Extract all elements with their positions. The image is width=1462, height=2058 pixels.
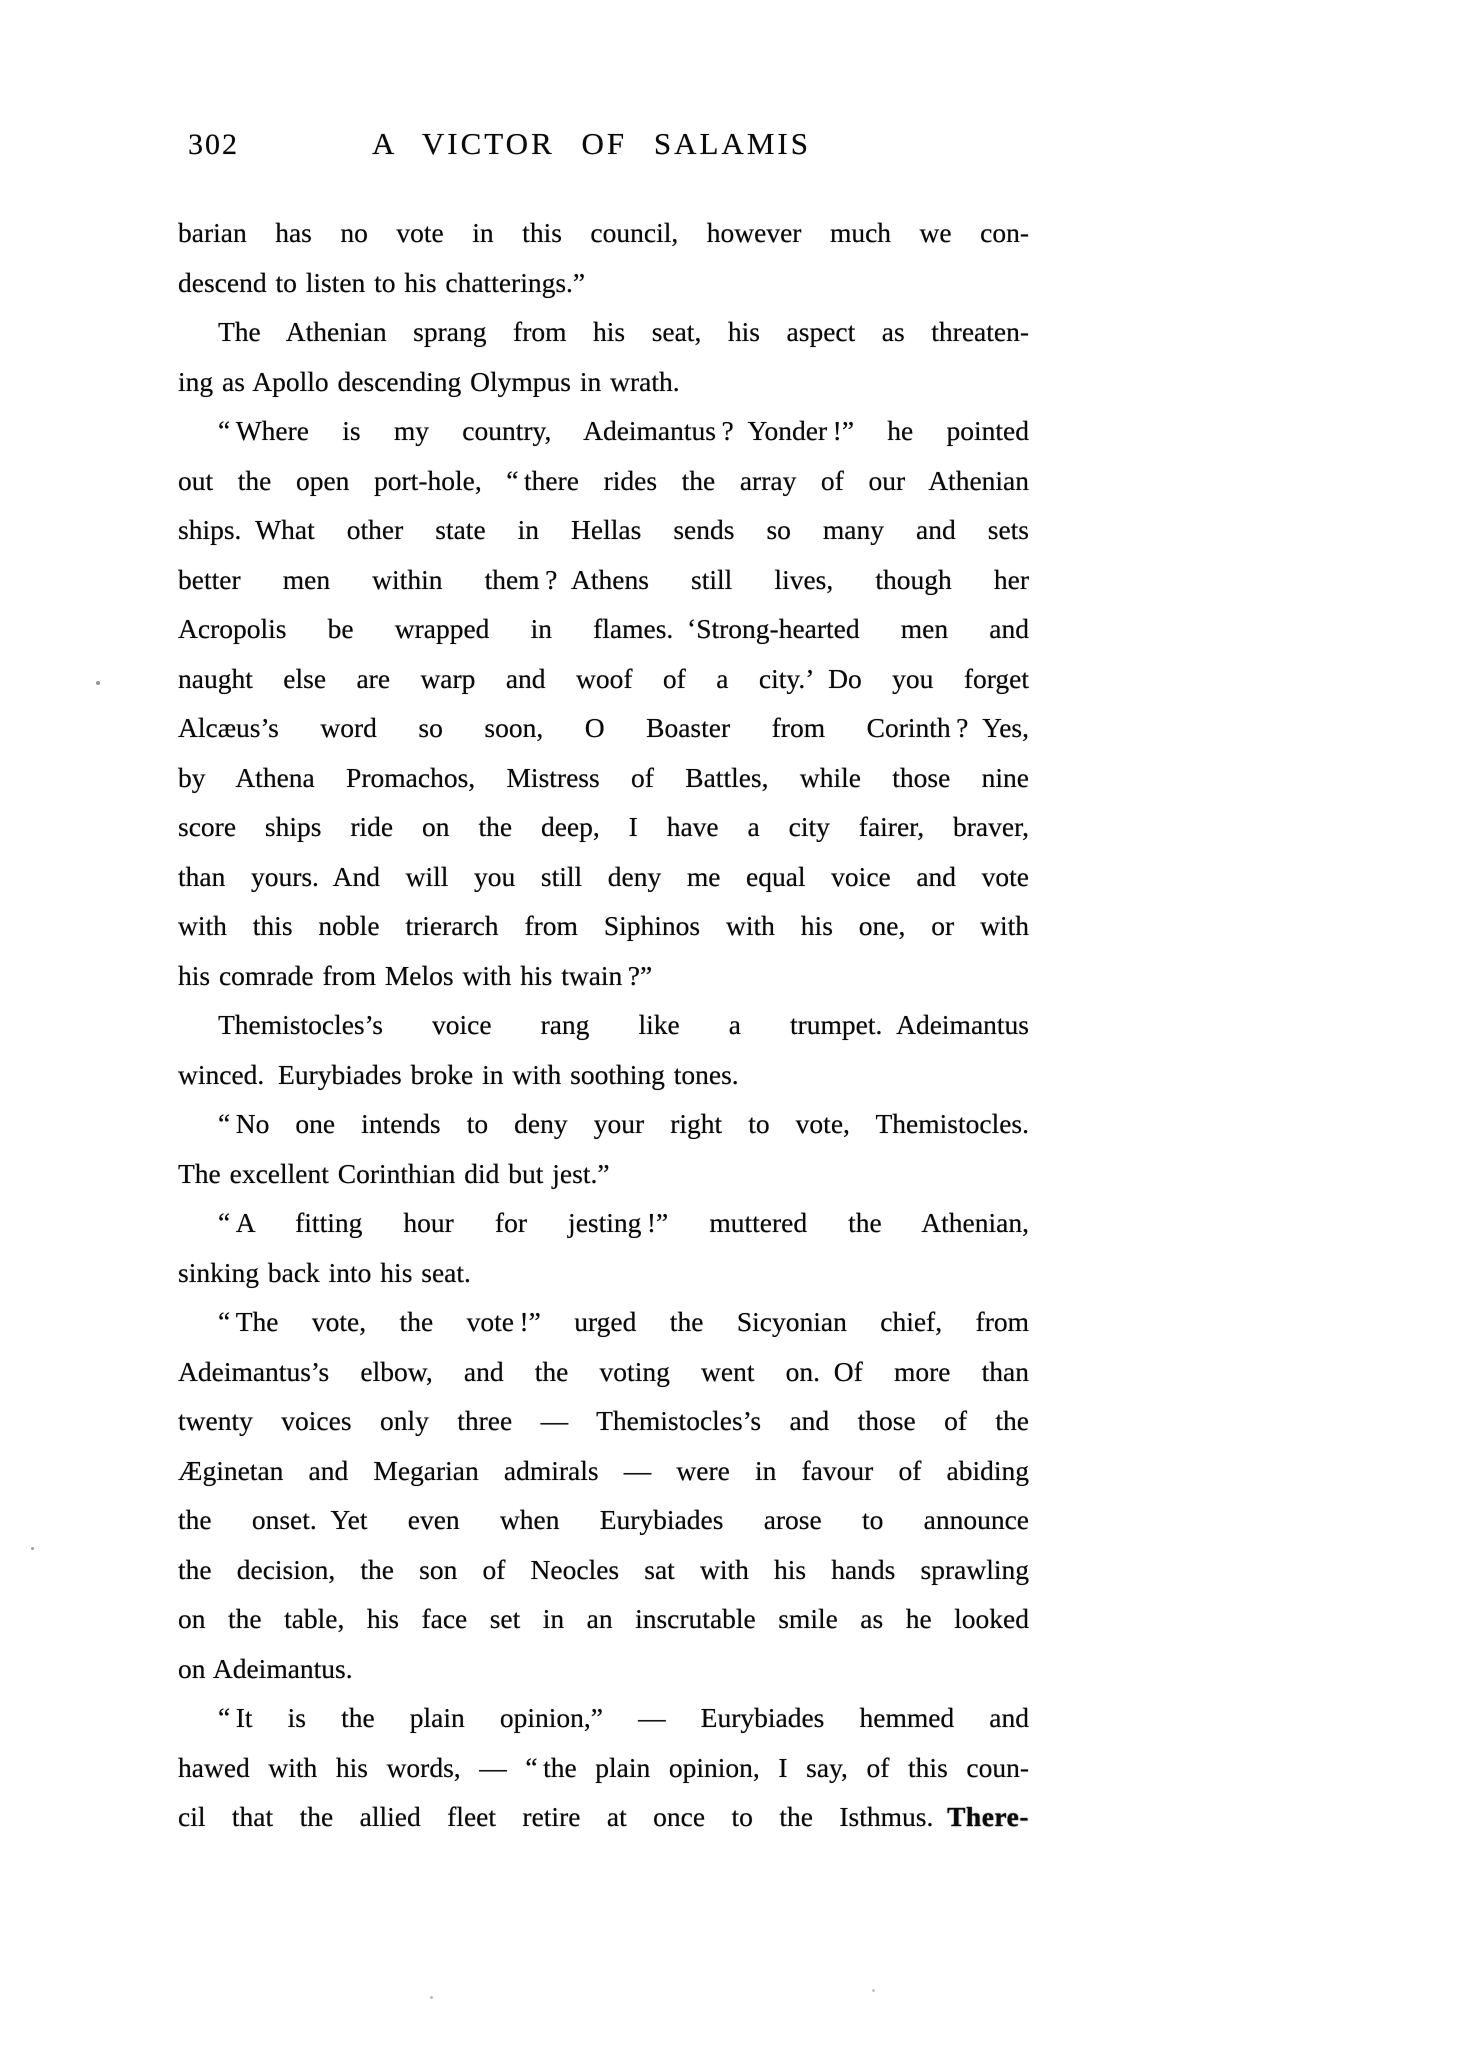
text-line	[178, 1149, 1029, 1199]
text-line	[178, 1743, 1029, 1793]
text-line	[178, 802, 1029, 852]
text-line-content: than yours. And will you still deny me equal voice and vote	[178, 860, 1029, 892]
text-line-content: his comrade from Melos with his twain ?”	[178, 959, 653, 991]
text-line	[178, 654, 1029, 704]
text-line	[178, 1396, 1029, 1446]
page-number: 302	[188, 128, 239, 161]
text-line-content: hawed with his words, — “ the plain opinion, I say, of this coun-	[178, 1751, 1029, 1783]
text-line	[178, 307, 1029, 357]
text-line	[178, 951, 1029, 1001]
text-block	[178, 208, 1029, 1842]
text-line-content: score ships ride on the deep, I have a city fairer, braver,	[178, 811, 1029, 842]
text-line-content: with this noble trierarch from Siphinos with his one, or with	[178, 910, 1029, 941]
text-line-content: Adeimantus’s elbow, and the voting went on. Of more than	[178, 1355, 1029, 1387]
text-line-content: descend to listen to his chatterings.”	[178, 266, 586, 298]
text-line	[178, 456, 1029, 506]
text-line-content: on the table, his face set in an inscrutable smile as he looked	[178, 1603, 1029, 1634]
text-line	[178, 505, 1029, 555]
text-line	[178, 604, 1029, 654]
text-line-content: “ No one intends to deny your right to vote, Themistocles.	[218, 1108, 1029, 1139]
text-line-content: sinking back into his seat.	[178, 1256, 471, 1288]
text-line-content: barian has no vote in this council, however much we con-	[178, 217, 1029, 248]
text-line-content: naught else are warp and woof of a city.’ Do you forget	[178, 662, 1029, 694]
text-line-content: the decision, the son of Neocles sat with his hands sprawling	[178, 1553, 1029, 1585]
emphasized-word: There-	[947, 1801, 1029, 1832]
text-line	[178, 1198, 1029, 1248]
text-line	[178, 258, 1029, 308]
text-line	[178, 1594, 1029, 1644]
text-line-content: on Adeimantus.	[178, 1652, 353, 1684]
text-line	[178, 1297, 1029, 1347]
scan-speck	[96, 681, 100, 685]
text-line	[178, 1099, 1029, 1149]
text-line-content: the onset. Yet even when Eurybiades arose to announce	[178, 1504, 1029, 1535]
text-line	[178, 406, 1029, 456]
text-line	[178, 753, 1029, 803]
text-line	[178, 901, 1029, 951]
text-line	[178, 1495, 1029, 1545]
text-line	[178, 1000, 1029, 1050]
text-line-content: out the open port-hole, “ there rides the array of our Athenian	[178, 464, 1029, 496]
text-line-content: twenty voices only three — Themistocles’s and those of the	[178, 1405, 1029, 1436]
text-line-content: “ The vote, the vote !” urged the Sicyonian chief, from	[218, 1306, 1029, 1337]
text-line-content: winced. Eurybiades broke in with soothing tones.	[178, 1058, 739, 1090]
text-line	[178, 852, 1029, 902]
text-line-content: better men within them ? Athens still lives, though her	[178, 563, 1029, 595]
text-line	[178, 208, 1029, 258]
text-line	[178, 1693, 1029, 1743]
page-header	[178, 126, 1029, 170]
text-line-content: Acropolis be wrapped in flames. ‘Strong-hearted men and	[178, 613, 1029, 644]
text-line-content: “ It is the plain opinion,” — Eurybiades hemmed and	[218, 1702, 1029, 1733]
text-line	[178, 1545, 1029, 1595]
text-line-content: Æginetan and Megarian admirals — were in favour of abiding	[178, 1454, 1029, 1486]
text-line-content: by Athena Promachos, Mistress of Battles, while those nine	[178, 761, 1029, 793]
text-line	[178, 1792, 1029, 1842]
text-line	[178, 357, 1029, 407]
text-line-content: ships. What other state in Hellas sends so many and sets	[178, 514, 1029, 545]
text-line-content: Alcæus’s word so soon, O Boaster from Corinth ? Yes,	[178, 712, 1029, 743]
text-line	[178, 1347, 1029, 1397]
text-line-content: Themistocles’s voice rang like a trumpet. Adeimantus	[218, 1009, 1029, 1040]
text-line-content: ing as Apollo descending Olympus in wrath.	[178, 365, 680, 397]
text-line	[178, 1644, 1029, 1694]
text-line-content: The excellent Corinthian did but jest.”	[178, 1157, 610, 1189]
text-line	[178, 1050, 1029, 1100]
scan-speck	[872, 1989, 875, 1992]
text-line	[178, 555, 1029, 605]
scan-speck	[430, 1996, 433, 1999]
running-title: A VICTOR OF SALAMIS	[372, 126, 811, 161]
text-line-content: The Athenian sprang from his seat, his aspect as threaten-	[218, 316, 1029, 347]
text-line	[178, 1446, 1029, 1496]
scan-speck	[31, 1547, 34, 1550]
text-line-content: cil that the allied fleet retire at once to the Isthmus.	[178, 1801, 948, 1832]
text-line	[178, 1248, 1029, 1298]
text-line	[178, 703, 1029, 753]
text-line-content: “ Where is my country, Adeimantus ? Yonder !” he pointed	[218, 415, 1029, 446]
text-line-content: “ A fitting hour for jesting !” muttered the Athenian,	[218, 1207, 1029, 1238]
